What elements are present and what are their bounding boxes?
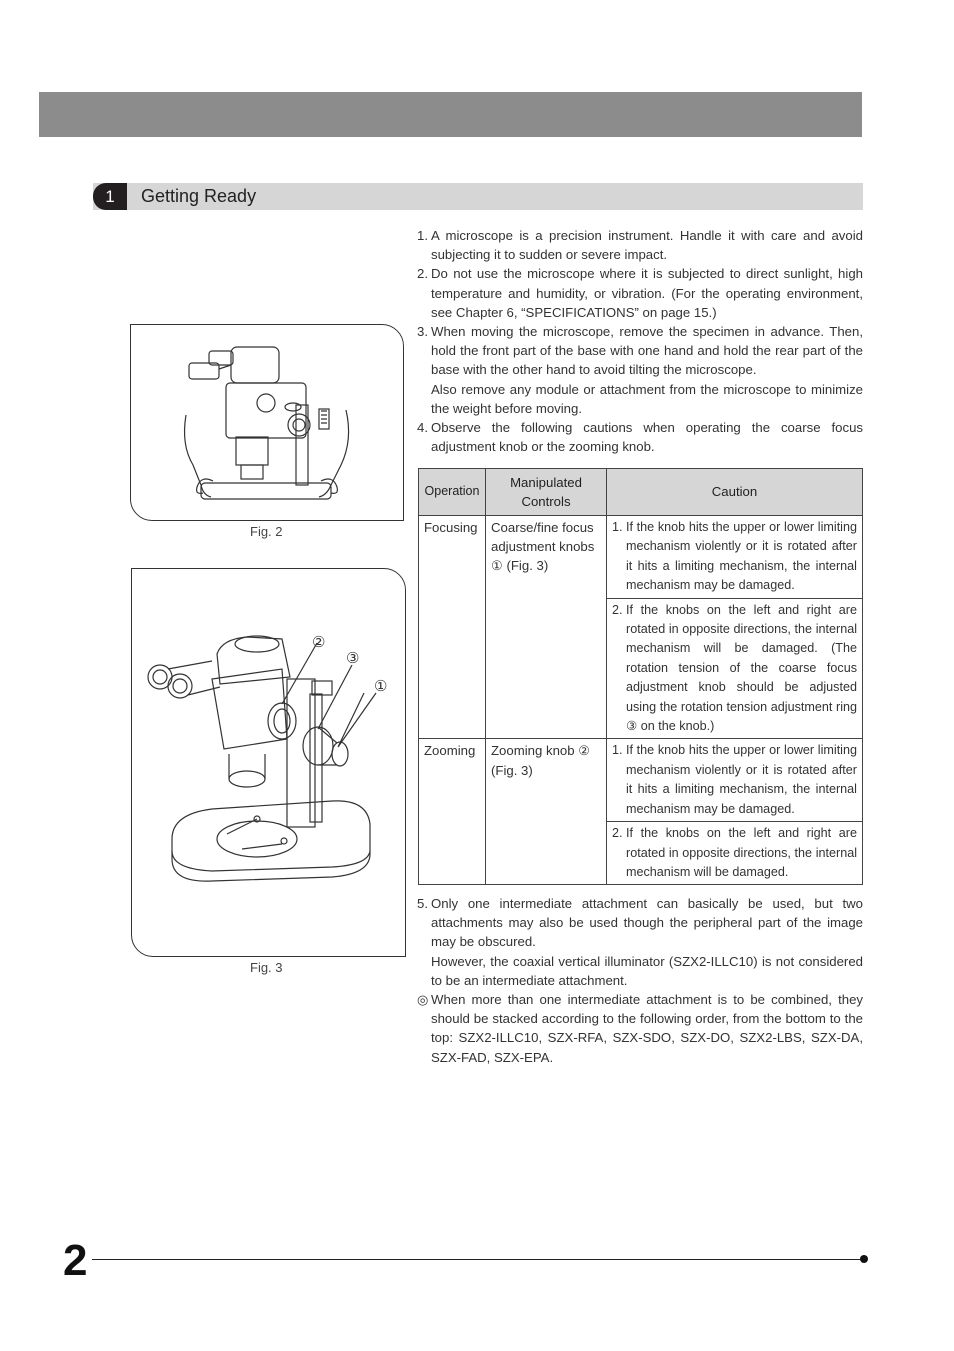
- item-number: 5.: [417, 896, 428, 911]
- microscope-stand-illustration: [132, 569, 405, 956]
- item-number: 3.: [417, 324, 428, 340]
- operation-cell: Focusing: [419, 516, 486, 739]
- cautions-table: [418, 468, 863, 885]
- figure-3-frame: [131, 568, 406, 957]
- list-item: [417, 990, 863, 1067]
- note-mark: ◎: [417, 992, 429, 1008]
- intro-list: [417, 226, 863, 456]
- figure-3-caption: Fig. 3: [250, 960, 283, 975]
- callout-1: ①: [374, 678, 388, 695]
- item-text: A microscope is a precision instrument. Handle it with care and avoid subjecting it to sudden or severe impact.: [431, 228, 863, 263]
- section-number: 1: [93, 183, 127, 210]
- item-text-continued: Also remove any module or attachment from the microscope to minimize the weight before moving.: [431, 381, 863, 416]
- section-heading: [93, 183, 863, 210]
- table-header-row: [419, 469, 863, 516]
- list-item: [417, 322, 863, 418]
- column-header-controls: Manipulated Controls: [486, 469, 607, 516]
- item-text-continued: However, the coaxial vertical illuminator (SZX2-ILLC10) is not considered to be an intermediate attachment.: [431, 953, 863, 988]
- controls-cell: Zooming knob ② (Fig. 3): [486, 739, 607, 885]
- caution-cell: [607, 598, 863, 739]
- list-item: [417, 418, 863, 456]
- item-number: 1.: [417, 228, 428, 243]
- item-text: When moving the microscope, remove the specimen in advance. Then, hold the front part of the base with one hand and hold the rear part of the base with the other hand to avoid tilting the microscope.: [431, 324, 863, 378]
- caution-number: 1.: [612, 743, 623, 758]
- caution-text: If the knobs on the left and right are rotated in opposite directions, the internal mechanism will be damaged. (The rotation tension of the coarse focus adjustment knob should be adjusted using the rotation tension adjustment ring ③ on the knob.): [626, 602, 857, 734]
- item-text: Only one intermediate attachment can basically be used, but two attachments may also be used though the peripheral part of the image may be obscured.: [431, 896, 863, 950]
- list-item: [417, 894, 863, 990]
- header-bar: [39, 92, 862, 137]
- closing-list: [417, 894, 863, 1067]
- column-header-operation: Operation: [419, 469, 486, 516]
- caution-cell: [607, 516, 863, 599]
- caution-text: If the knobs on the left and right are rotated in opposite directions, the internal mechanism will be damaged.: [626, 826, 857, 879]
- callout-2: ②: [312, 634, 326, 651]
- callout-3: ③: [346, 650, 360, 667]
- footer-dot: [860, 1255, 868, 1263]
- table-row: [419, 516, 863, 599]
- operation-cell: Zooming: [419, 739, 486, 885]
- item-number: 4.: [417, 420, 428, 436]
- page-number: 2: [63, 1236, 88, 1285]
- caution-text: If the knob hits the upper or lower limiting mechanism violently or it is rotated after it hits a limiting mechanism, the internal mechanism may be damaged.: [626, 520, 857, 593]
- controls-cell: Coarse/fine focus adjustment knobs ① (Fig. 3): [486, 516, 607, 739]
- microscope-carry-illustration: [131, 325, 403, 520]
- item-text: Do not use the microscope where it is subjected to direct sunlight, high temperature and humidity, or vibration. (For the operating environment, see Chapter 6, “SPECIFICATIONS” on page 15.): [431, 266, 863, 320]
- figure-2-caption: Fig. 2: [250, 524, 283, 539]
- column-header-caution: Caution: [607, 469, 863, 516]
- table-row: [419, 739, 863, 822]
- list-item: [417, 264, 863, 322]
- footer-rule: [92, 1259, 862, 1260]
- caution-cell: [607, 822, 863, 885]
- item-text: When more than one intermediate attachment is to be combined, they should be stacked according to the following order, from the bottom to the top: SZX2-ILLC10, SZX-RFA, SZX-SDO, SZX-DO, SZX2-LBS, SZX-DA, SZX-FAD, SZX-EPA.: [431, 992, 863, 1065]
- figure-2-frame: [130, 324, 404, 521]
- caution-cell: [607, 739, 863, 822]
- caution-number: 2.: [612, 602, 623, 617]
- item-number: 2.: [417, 266, 428, 282]
- item-text: Observe the following cautions when operating the coarse focus adjustment knob or the zooming knob.: [431, 420, 863, 455]
- caution-number: 2.: [612, 826, 623, 841]
- caution-number: 1.: [612, 520, 623, 534]
- section-title: Getting Ready: [141, 186, 257, 206]
- list-item: [417, 226, 863, 264]
- caution-text: If the knob hits the upper or lower limiting mechanism violently or it is rotated after it hits a limiting mechanism, the internal mechanism may be damaged.: [626, 743, 857, 816]
